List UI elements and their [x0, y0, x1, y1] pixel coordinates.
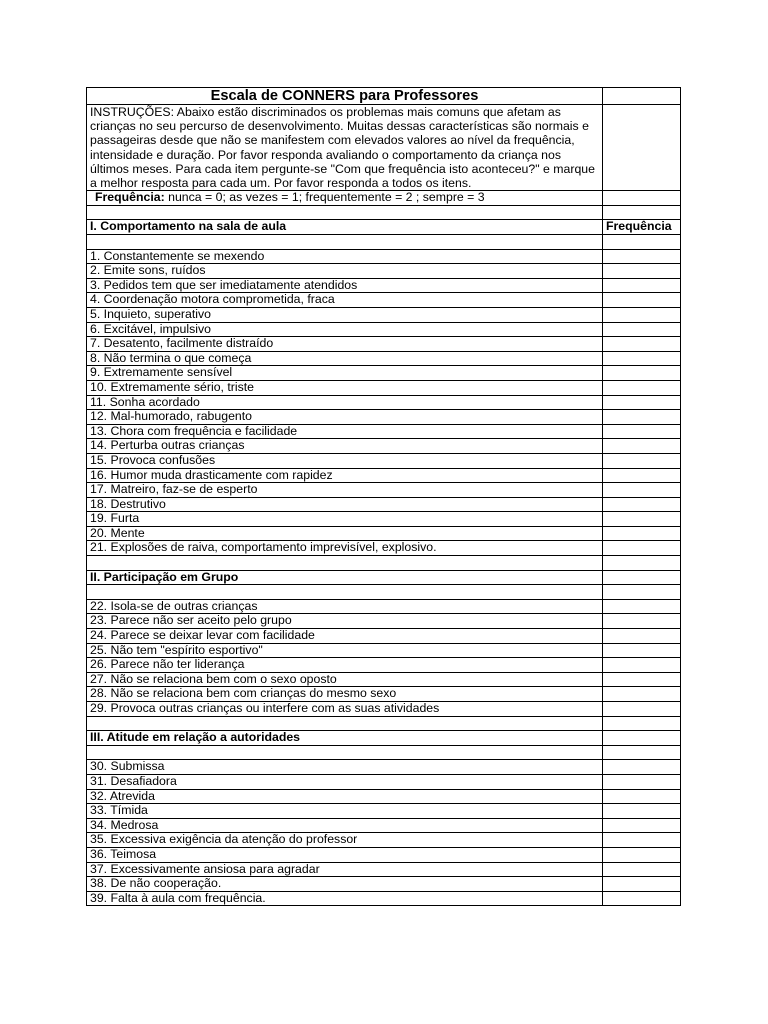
item-row: [87, 453, 681, 468]
frequency-answer-cell[interactable]: [603, 468, 681, 483]
frequency-answer-cell[interactable]: [603, 818, 681, 833]
page-title: Escala de CONNERS para Professores: [87, 88, 603, 105]
blank-row: [87, 556, 681, 571]
frequency-answer-cell[interactable]: [603, 483, 681, 498]
item-row: [87, 760, 681, 775]
frequency-answer-cell[interactable]: [603, 205, 681, 220]
item-row: [87, 658, 681, 673]
item-row: [87, 672, 681, 687]
item-row: [87, 687, 681, 702]
item-row: [87, 483, 681, 498]
item-row: [87, 774, 681, 789]
instructions-row: [87, 105, 681, 191]
item-row-label: 20. Mente: [87, 526, 603, 541]
blank-row-label: [87, 745, 603, 760]
item-row: [87, 877, 681, 892]
frequency-answer-cell[interactable]: [603, 293, 681, 308]
item-row-label: 30. Submissa: [87, 760, 603, 775]
section-heading: [87, 220, 681, 235]
frequency-answer-cell[interactable]: [603, 497, 681, 512]
frequency-answer-cell[interactable]: [603, 264, 681, 279]
blank-row-label: [87, 585, 603, 600]
item-row-label: 26. Parece não ter liderança: [87, 658, 603, 673]
section-heading-label: I. Comportamento na sala de aula: [87, 220, 603, 235]
item-row-label: 32. Atrevida: [87, 789, 603, 804]
frequency-answer-cell[interactable]: [603, 395, 681, 410]
frequency-answer-cell[interactable]: [603, 512, 681, 527]
item-row-label: 10. Extremamente sério, triste: [87, 380, 603, 395]
item-row: [87, 395, 681, 410]
item-row-label: 34. Medrosa: [87, 818, 603, 833]
frequency-answer-cell[interactable]: [603, 541, 681, 556]
frequency-answer-cell[interactable]: [603, 891, 681, 906]
frequency-answer-cell[interactable]: [603, 410, 681, 425]
title-answer-cell[interactable]: [603, 88, 681, 105]
item-row-label: 4. Coordenação motora comprometida, fraca: [87, 293, 603, 308]
item-row-label: 16. Humor muda drasticamente com rapidez: [87, 468, 603, 483]
frequency-answer-cell[interactable]: [603, 833, 681, 848]
frequency-answer-cell[interactable]: [603, 862, 681, 877]
item-row: [87, 702, 681, 717]
item-row-label: 23. Parece não ser aceito pelo grupo: [87, 614, 603, 629]
item-row-label: 8. Não termina o que começa: [87, 351, 603, 366]
frequency-answer-cell[interactable]: [603, 453, 681, 468]
blank-row: [87, 745, 681, 760]
frequency-answer-cell[interactable]: [603, 556, 681, 571]
item-row-label: 33. Tímida: [87, 804, 603, 819]
item-row: [87, 643, 681, 658]
item-row: [87, 366, 681, 381]
item-row: [87, 424, 681, 439]
frequency-answer-cell[interactable]: [603, 191, 681, 206]
item-row-label: 7. Desatento, facilmente distraído: [87, 337, 603, 352]
blank-row: [87, 205, 681, 220]
item-row: [87, 862, 681, 877]
item-row-label: 12. Mal-humorado, rabugento: [87, 410, 603, 425]
frequency-answer-cell[interactable]: [603, 760, 681, 775]
item-row: [87, 833, 681, 848]
blank-row: [87, 585, 681, 600]
frequency-answer-cell[interactable]: [603, 278, 681, 293]
section-heading-label: III. Atitude em relação a autoridades: [87, 731, 603, 746]
item-row-label: 22. Isola-se de outras crianças: [87, 599, 603, 614]
item-row-label: 3. Pedidos tem que ser imediatamente atendidos: [87, 278, 603, 293]
frequency-answer-cell[interactable]: [603, 789, 681, 804]
item-row-label: 36. Teimosa: [87, 847, 603, 862]
frequency-answer-cell[interactable]: [603, 570, 681, 585]
item-row: [87, 512, 681, 527]
item-row: [87, 307, 681, 322]
item-row-label: 27. Não se relaciona bem com o sexo oposto: [87, 672, 603, 687]
instructions-text: INSTRUÇÕES: Abaixo estão discriminados os problemas mais comuns que afetam as crianças no seu percurso de desenvolvimento. Muitas dessas características são normais e passageiras desde que não se manifestem com elevados valores ao nível da frequência, intensidade e duração. Por favor responda avaliando o comportamento da criança nos últimos meses. Para cada item pergunte-se "Com que frequência isto aconteceu?" e marque a melhor resposta para cada um. Por favor responda a todos os itens.: [87, 105, 603, 191]
item-row-label: 9. Extremamente sensível: [87, 366, 603, 381]
item-row: [87, 789, 681, 804]
blank-row-label: [87, 556, 603, 571]
frequency-answer-cell[interactable]: [603, 380, 681, 395]
frequency-answer-cell[interactable]: [603, 424, 681, 439]
item-row-label: 14. Perturba outras crianças: [87, 439, 603, 454]
section-heading: [87, 570, 681, 585]
item-row: [87, 293, 681, 308]
item-row: [87, 468, 681, 483]
item-row: [87, 497, 681, 512]
blank-row-label: [87, 205, 603, 220]
item-row-label: 29. Provoca outras crianças ou interfere com as suas atividades: [87, 702, 603, 717]
item-row-label: 35. Excessiva exigência da atenção do professor: [87, 833, 603, 848]
item-row: [87, 526, 681, 541]
frequency-scale-label: Frequência:: [95, 190, 165, 205]
frequency-answer-cell[interactable]: [603, 847, 681, 862]
frequency-answer-cell[interactable]: [603, 774, 681, 789]
blank-row: [87, 235, 681, 250]
item-row-label: 1. Constantemente se mexendo: [87, 249, 603, 264]
item-row-label: 13. Chora com frequência e facilidade: [87, 424, 603, 439]
item-row: [87, 541, 681, 556]
item-row-label: 25. Não tem "espírito esportivo": [87, 643, 603, 658]
item-row: [87, 629, 681, 644]
frequency-answer-cell[interactable]: [603, 731, 681, 746]
frequency-answer-cell[interactable]: [603, 687, 681, 702]
frequency-answer-cell[interactable]: [603, 658, 681, 673]
frequency-answer-cell[interactable]: [603, 702, 681, 717]
item-row-label: 38. De não cooperação.: [87, 877, 603, 892]
item-row: [87, 410, 681, 425]
item-row: [87, 439, 681, 454]
title-row: [87, 88, 681, 105]
item-row-label: 39. Falta à aula com frequência.: [87, 891, 603, 906]
frequency-column-header: Frequência: [603, 220, 681, 235]
blank-row-label: [87, 716, 603, 731]
item-row: [87, 322, 681, 337]
frequency-answer-cell[interactable]: [603, 614, 681, 629]
item-row-label: 2. Emite sons, ruídos: [87, 264, 603, 279]
frequency-answer-cell[interactable]: [603, 877, 681, 892]
frequency-answer-cell[interactable]: [603, 716, 681, 731]
item-row: [87, 818, 681, 833]
frequency-scale-values: nunca = 0; as vezes = 1; frequentemente = 2 ; sempre = 3: [164, 190, 485, 205]
frequency-answer-cell[interactable]: [603, 804, 681, 819]
item-row: [87, 380, 681, 395]
item-row-label: 18. Destrutivo: [87, 497, 603, 512]
frequency-answer-cell[interactable]: [603, 643, 681, 658]
item-row: [87, 351, 681, 366]
item-row-label: 11. Sonha acordado: [87, 395, 603, 410]
item-row: [87, 891, 681, 906]
frequency-answer-cell[interactable]: [603, 585, 681, 600]
frequency-scale: [87, 191, 603, 206]
instructions-answer-cell[interactable]: [603, 105, 681, 191]
item-row: [87, 614, 681, 629]
item-row: [87, 337, 681, 352]
frequency-answer-cell[interactable]: [603, 526, 681, 541]
item-row-label: 15. Provoca confusões: [87, 453, 603, 468]
frequency-answer-cell[interactable]: [603, 337, 681, 352]
frequency-answer-cell[interactable]: [603, 307, 681, 322]
conners-scale-table: [86, 87, 681, 906]
item-row-label: 5. Inquieto, superativo: [87, 307, 603, 322]
item-row: [87, 599, 681, 614]
item-row: [87, 847, 681, 862]
section-heading-label: II. Participação em Grupo: [87, 570, 603, 585]
item-row-label: 19. Furta: [87, 512, 603, 527]
frequency-answer-cell[interactable]: [603, 599, 681, 614]
item-row-label: 24. Parece se deixar levar com facilidade: [87, 629, 603, 644]
item-row-label: 6. Excitável, impulsivo: [87, 322, 603, 337]
frequency-answer-cell[interactable]: [603, 745, 681, 760]
item-row: [87, 249, 681, 264]
item-row-label: 21. Explosões de raiva, comportamento imprevisível, explosivo.: [87, 541, 603, 556]
item-row-label: 28. Não se relaciona bem com crianças do mesmo sexo: [87, 687, 603, 702]
item-row-label: 31. Desafiadora: [87, 774, 603, 789]
frequency-answer-cell[interactable]: [603, 322, 681, 337]
frequency-answer-cell[interactable]: [603, 235, 681, 250]
frequency-answer-cell[interactable]: [603, 351, 681, 366]
frequency-answer-cell[interactable]: [603, 672, 681, 687]
item-row-label: 37. Excessivamente ansiosa para agradar: [87, 862, 603, 877]
frequency-answer-cell[interactable]: [603, 439, 681, 454]
item-row: [87, 804, 681, 819]
frequency-scale-row: [87, 191, 681, 206]
frequency-answer-cell[interactable]: [603, 366, 681, 381]
frequency-answer-cell[interactable]: [603, 249, 681, 264]
section-heading: [87, 731, 681, 746]
item-row: [87, 278, 681, 293]
item-row: [87, 264, 681, 279]
blank-row: [87, 716, 681, 731]
frequency-answer-cell[interactable]: [603, 629, 681, 644]
blank-row-label: [87, 235, 603, 250]
item-row-label: 17. Matreiro, faz-se de esperto: [87, 483, 603, 498]
